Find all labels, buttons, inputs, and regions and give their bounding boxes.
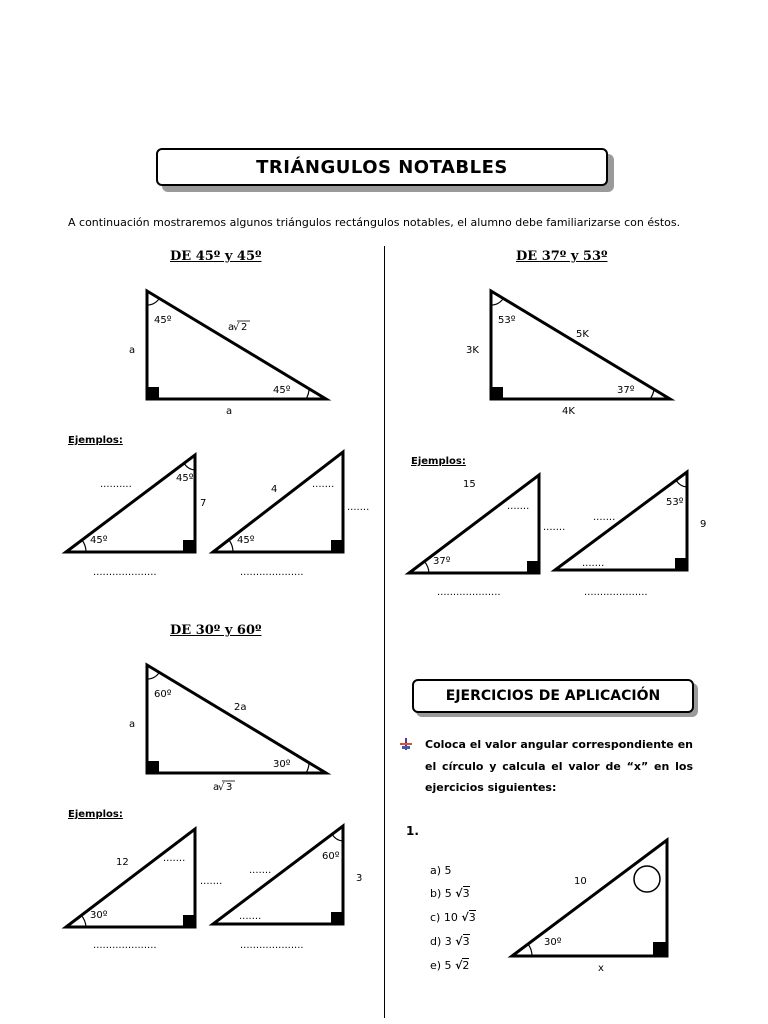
side-label: 3 [356, 873, 363, 884]
triangle-30-ex2 [213, 826, 343, 924]
blank-inner: ....... [507, 501, 530, 512]
blank-inner: ....... [239, 911, 262, 922]
option-c-text: c) 10 [430, 911, 462, 924]
exercise-angle-label: 30º [544, 937, 562, 948]
leg-label-left: a [129, 345, 136, 356]
exercises-header: EJERCICIOS DE APLICACIÓN [445, 688, 661, 704]
triangle-37-ex2 [555, 472, 687, 570]
blank-side: ....... [347, 502, 370, 513]
heading-37-53: DE 37º y 53º [516, 249, 608, 264]
angle-label-top: 53º [666, 497, 684, 508]
hyp-label: 5K [576, 329, 589, 340]
sqrt-icon: √ [233, 322, 240, 333]
angle-label-top: 60º [154, 689, 172, 700]
option-d-radicand: 3 [462, 935, 470, 948]
exercise-instruction: Coloca el valor angular correspondiente en el círculo y calcula el valor de “x” en los ejercicios siguientes: [425, 738, 693, 794]
angle-label-left: 45º [90, 535, 108, 546]
blank-base: .................... [93, 567, 157, 578]
hyp-label: 4 [271, 484, 278, 495]
angle-label-top: 45º [154, 315, 172, 326]
right-angle-mark [675, 558, 686, 569]
triangle-45-ex2 [213, 452, 343, 552]
angle-label-right: 37º [617, 385, 635, 396]
right-angle-mark [331, 912, 342, 923]
blank-inner: ....... [312, 479, 335, 490]
side-label: 7 [200, 498, 207, 509]
leg-label-bottom: a [226, 406, 233, 417]
blank-base: .................... [240, 940, 304, 951]
blank-hyp: ....... [593, 512, 616, 523]
sqrt-icon: √ [455, 887, 463, 900]
blank-base: .................... [437, 587, 501, 598]
option-b-radicand: 3 [462, 887, 470, 900]
sqrt-icon: √ [218, 782, 225, 793]
examples-label-30: Ejemplos: [68, 809, 123, 820]
answer-circle [634, 866, 660, 892]
option-e-text: e) 5 [430, 959, 456, 972]
blank-base: .................... [584, 587, 648, 598]
triangle-45-45 [147, 291, 326, 399]
intro-text: A continuación mostraremos algunos triángulos rectángulos notables, el alumno debe familiarizarse con éstos. [68, 216, 681, 229]
base-label-rad: 3 [226, 782, 233, 793]
hyp-label-coef: a [228, 322, 235, 333]
leg-label-bottom: 4K [562, 406, 575, 417]
blank-hyp: .......... [100, 479, 132, 490]
right-angle-mark [148, 761, 159, 772]
right-angle-mark [492, 387, 503, 398]
blank-inner: ....... [582, 558, 605, 569]
angle-arc [82, 540, 86, 552]
hyp-label: 2a [234, 702, 247, 713]
triangle-30-60 [147, 665, 326, 773]
triangle-exercise [512, 840, 667, 956]
sqrt-icon: √ [455, 935, 463, 948]
right-angle-mark [527, 561, 538, 572]
angle-arc [332, 834, 343, 841]
page-title: TRIÁNGULOS NOTABLES [256, 156, 508, 178]
blank-hyp: ....... [249, 865, 272, 876]
blank-inner: ....... [163, 853, 186, 864]
angle-label-left: 30º [90, 910, 108, 921]
hyp-label: 15 [463, 479, 476, 490]
angle-label-left: 45º [237, 535, 255, 546]
leg-label-left: 3K [466, 345, 479, 356]
angle-arc [229, 540, 233, 552]
blank-side: ....... [200, 876, 223, 887]
option-d-text: d) 3 [430, 935, 456, 948]
side-label: 9 [700, 519, 707, 530]
angle-arc [676, 480, 687, 487]
right-angle-mark [148, 387, 159, 398]
angle-arc [528, 944, 532, 956]
blank-base: .................... [240, 567, 304, 578]
triangle-30-ex1 [66, 829, 195, 927]
option-e-radicand: 2 [462, 959, 470, 972]
examples-label-37: Ejemplos: [411, 456, 466, 467]
angle-label-top: 60º [322, 851, 340, 862]
right-angle-mark [331, 540, 342, 551]
triangle-37-53 [491, 291, 670, 399]
blank-base: .................... [93, 940, 157, 951]
right-angle-mark [183, 540, 194, 551]
hyp-label-rad: 2 [241, 322, 248, 333]
examples-label-45: Ejemplos: [68, 435, 123, 446]
right-angle-mark [653, 942, 666, 955]
angle-arc [184, 463, 195, 470]
angle-arc [424, 561, 429, 573]
leg-label-left: a [129, 719, 136, 730]
angle-label-left: 37º [433, 556, 451, 567]
heading-45-45: DE 45º y 45º [170, 249, 262, 264]
sqrt-icon: √ [455, 959, 463, 972]
heading-30-60: DE 30º y 60º [170, 623, 262, 638]
base-label-coef: a [213, 782, 220, 793]
option-b-text: b) 5 [430, 887, 456, 900]
right-angle-mark [183, 915, 194, 926]
angle-label-top: 45º [176, 473, 194, 484]
angle-label-right: 30º [273, 759, 291, 770]
angle-arc [81, 915, 86, 927]
angle-label-top: 53º [498, 315, 516, 326]
blank-side: ....... [543, 522, 566, 533]
hyp-label: 12 [116, 857, 129, 868]
option-a-text: a) 5 [430, 864, 452, 877]
option-c-radicand: 3 [468, 911, 476, 924]
sqrt-icon: √ [461, 911, 469, 924]
exercise-base-label: x [598, 963, 604, 974]
angle-label-right: 45º [273, 385, 291, 396]
question-number: 1. [406, 824, 419, 838]
triangle-45-ex1 [66, 455, 195, 552]
exercise-hyp-label: 10 [574, 876, 587, 887]
